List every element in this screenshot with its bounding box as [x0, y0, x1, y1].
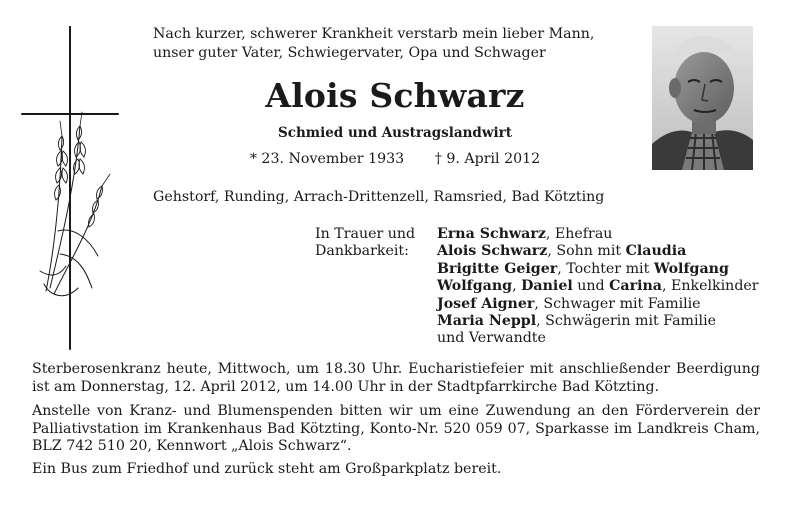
- mourners-list: [437, 226, 777, 348]
- mourner-relation: , Tochter mit: [557, 260, 654, 277]
- portrait-image: [652, 26, 753, 170]
- cross-with-wheat-icon: [20, 26, 120, 351]
- mourner-entry: [437, 261, 777, 278]
- mourner-name: Josef Aigner: [437, 295, 535, 312]
- mourner-name: Erna Schwarz: [437, 226, 546, 242]
- mourner-name: Alois Schwarz: [437, 243, 548, 260]
- mourner-name: Maria Neppl: [437, 313, 537, 330]
- mourner-name-3: Carina: [609, 278, 662, 295]
- mourner-entry: [437, 226, 777, 243]
- mourner-entry: [437, 313, 777, 330]
- mourner-relation: , Enkelkinder: [662, 278, 759, 295]
- mourner-name: Brigitte Geiger: [437, 260, 558, 277]
- mourner-separator: ,: [512, 278, 522, 295]
- paragraph-bus: Ein Bus zum Friedhof und zurück steht am Großparkplatz bereit.: [32, 461, 502, 477]
- mourner-name: Wolfgang: [437, 278, 513, 295]
- mourner-name-2: Daniel: [521, 278, 573, 295]
- mourning-label: [315, 226, 425, 261]
- portrait-photo: [652, 26, 753, 170]
- mourner-entry: [437, 296, 777, 313]
- mourner-separator-2: und: [572, 278, 610, 295]
- mourner-entry: [437, 278, 777, 295]
- mourning-label-line-2: Dankbarkeit:: [315, 243, 409, 260]
- places-line: Gehstorf, Runding, Arrach-Drittenzell, Ramsried, Bad Kötzting: [153, 189, 605, 205]
- profession: Schmied und Austragslandwirt: [278, 125, 512, 141]
- mourner-relation: , Sohn mit: [547, 243, 626, 260]
- mourning-label-line-1: In Trauer und: [315, 226, 416, 242]
- intro-line-2: unser guter Vater, Schwiegervater, Opa und Schwager: [153, 45, 546, 61]
- life-dates: [150, 150, 640, 168]
- mourner-entry: [437, 330, 777, 347]
- mourner-partner-name: Claudia: [625, 243, 687, 260]
- mourner-relation: , Schwägerin mit Familie: [536, 313, 716, 330]
- mourner-entry: [437, 243, 777, 260]
- mourner-relation: , Ehefrau: [545, 226, 613, 242]
- deceased-name: Alois Schwarz: [265, 76, 525, 115]
- mourner-partner-name: Wolfgang: [653, 260, 729, 277]
- mourner-relation: und Verwandte: [437, 330, 546, 347]
- death-date: † 9. April 2012: [434, 151, 541, 167]
- mourner-relation: , Schwager mit Familie: [534, 295, 701, 312]
- intro-line-1: Nach kurzer, schwerer Krankheit verstarb mein lieber Mann,: [153, 26, 595, 42]
- birth-date: * 23. November 1933: [249, 151, 405, 167]
- paragraph-donation: Anstelle von Kranz- und Blumenspenden bitten wir um eine Zuwendung an den Förderverein der Palliativstation im Krankenhaus Bad Kötzting, Konto-Nr. 520 059 07, Sparkasse im Landkreis Cham, BLZ 742 510 20, Kennwort „Alois Schwarz“.: [32, 403, 760, 455]
- intro-text: [153, 25, 643, 63]
- paragraph-funeral-details: Sterberosenkranz heute, Mittwoch, um 18.30 Uhr. Eucharistiefeier mit anschließender Beerdigung ist am Donnerstag, 12. April 2012, um 14.00 Uhr in der Stadtpfarrkirche Bad Kötzting.: [32, 361, 760, 395]
